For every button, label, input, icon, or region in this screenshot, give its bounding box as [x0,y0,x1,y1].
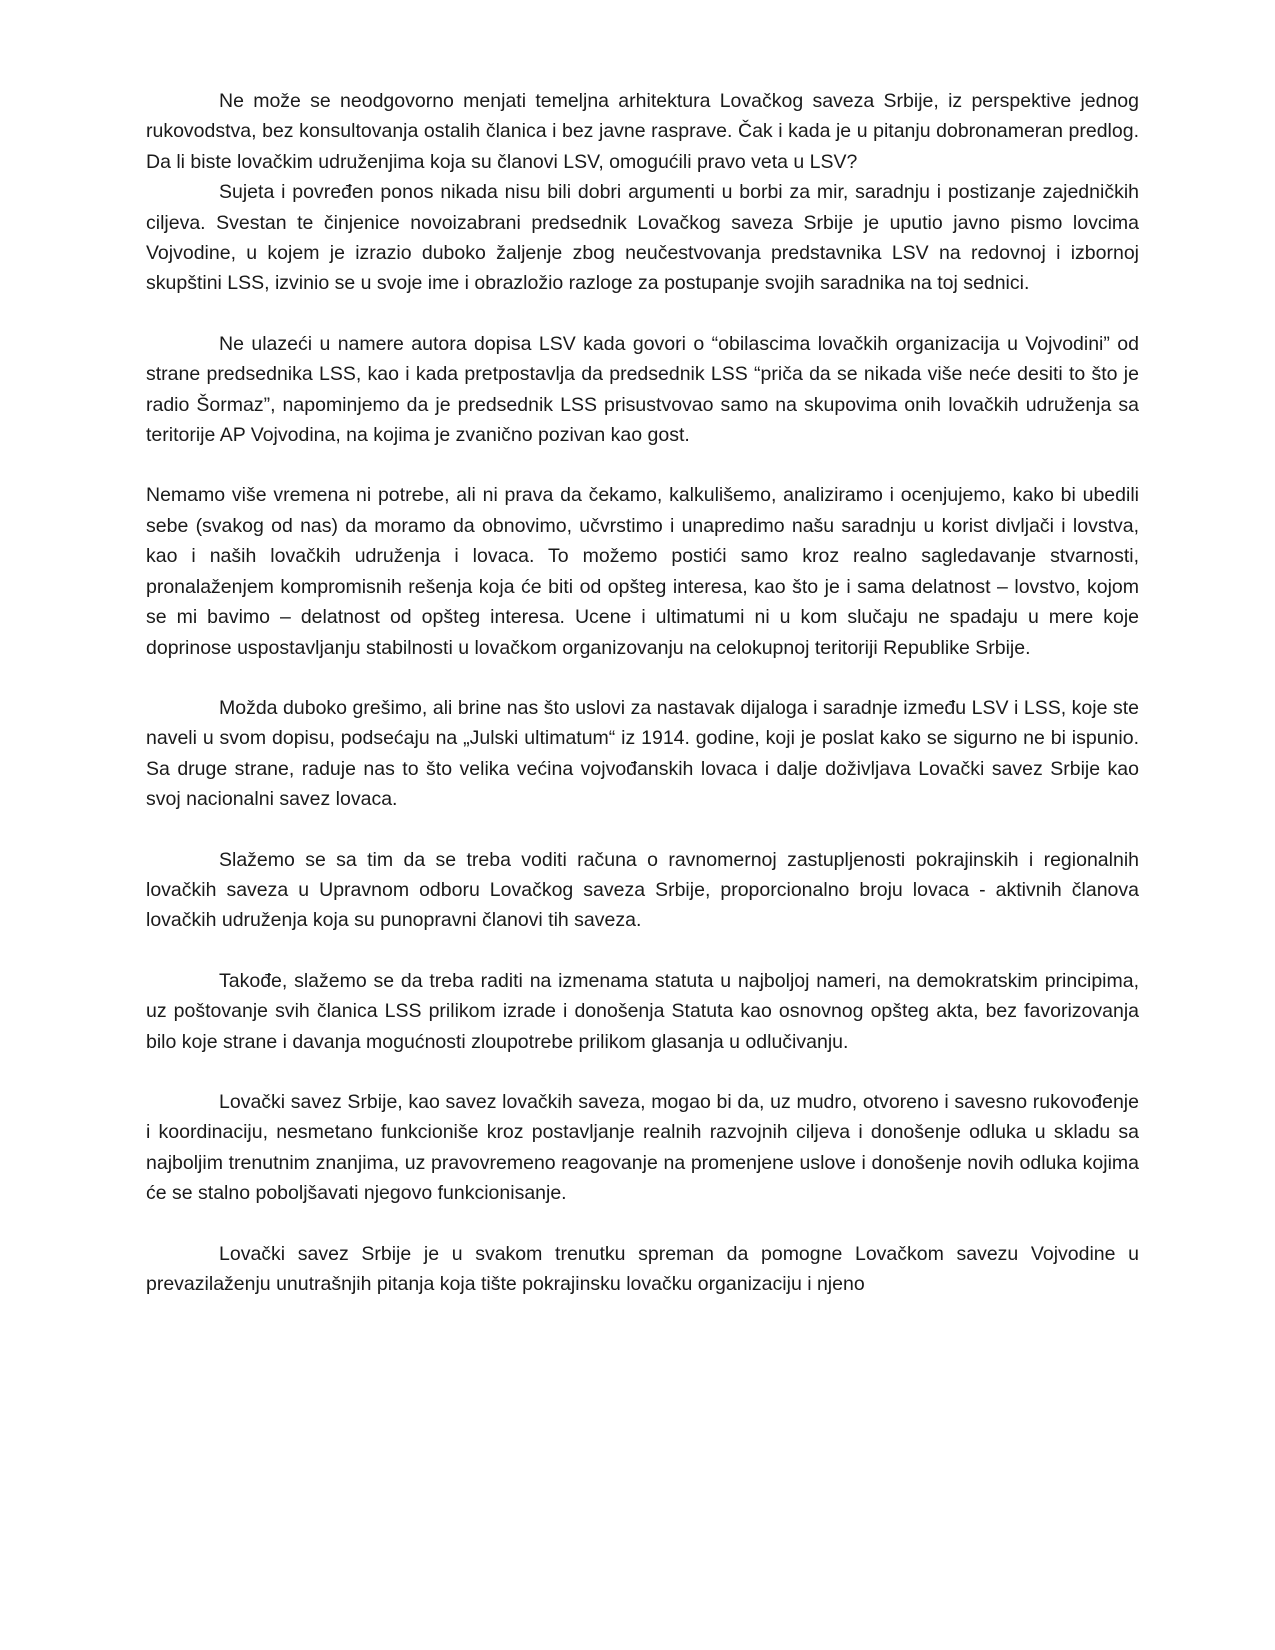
paragraph-1: Ne može se neodgovorno menjati temeljna arhitektura Lovačkog saveza Srbije, iz perspektive jednog rukovodstva, bez konsultovanja ostalih članica i bez javne rasprave. Čak i kada je u pitanju dobronameran predlog. Da li biste lovačkim udruženjima koja su članovi LSV, omogućili pravo veta u LSV? [146,90,1139,173]
document-page [146,86,1139,1299]
paragraph-5: Možda duboko grešimo, ali brine nas što uslovi za nastavak dijaloga i saradnje između LSV i LSS, koje ste naveli u svom dopisu, podsećaju na „Julski ultimatum“ iz 1914. godine, koji je poslat kako se sigurno ne bi ispunio. Sa druge strane, raduje nas to što velika većina vojvođanskih lovaca i dalje doživljava Lovački savez Srbije kao svoj nacionalni savez lovaca. [146,696,1139,811]
paragraph-6: Slažemo se sa tim da se treba voditi računa o ravnomernoj zastupljenosti pokrajinskih i regionalnih lovačkih saveza u Upravnom odboru Lovačkog saveza Srbije, proporcionalno broju lovaca - aktivnih članova lovačkih udruženja koja su punopravni članovi tih saveza. [146,848,1139,932]
paragraph-2: Sujeta i povređen ponos nikada nisu bili dobri argumenti u borbi za mir, saradnju i postizanje zajedničkih ciljeva. Svestan te činjenice novoizabrani predsednik Lovačkog saveza Srbije je uputio javno pismo lovcima Vojvodine, u kojem je izrazio duboko žaljenje zbog neučestvovanja predstavnika LSV na redovnoj i izbornoj skupštini LSS, izvinio se u svoje ime i obrazložio razloge za postupanje svojih saradnika na toj sednici. [146,181,1139,295]
paragraph-7: Takođe, slažemo se da treba raditi na izmenama statuta u najboljoj nameri, na demokratskim principima, uz poštovanje svih članica LSS prilikom izrade i donošenja Statuta kao osnovnog opšteg akta, bez favorizovanja bilo koje strane i davanja mogućnosti zloupotrebe prilikom glasanja u odlučivanju. [146,969,1139,1053]
paragraph-8: Lovački savez Srbije, kao savez lovačkih saveza, mogao bi da, uz mudro, otvoreno i savesno rukovođenje i koordinaciju, nesmetano funkcioniše kroz postavljanje realnih razvojnih ciljeva i donošenje odluka u skladu sa najboljim trenutnim znanjima, uz pravovremeno reagovanje na promenjene uslove i donošenje novih odluka kojima će se stalno poboljšavati njegovo funkcionisanje. [146,1090,1139,1205]
paragraph-9: Lovački savez Srbije je u svakom trenutku spreman da pomogne Lovačkom savezu Vojvodine u prevazilaženju unutrašnjih pitanja koja tište pokrajinsku lovačku organizaciju i njeno [146,1242,1139,1295]
paragraph-3: Ne ulazeći u namere autora dopisa LSV kada govori o “obilascima lovačkih organizacija u Vojvodini” od strane predsednika LSS, kao i kada pretpostavlja da predsednik LSS “priča da se nikada više neće desiti to što je radio Šormaz”, napominjemo da je predsednik LSS prisustvovao samo na skupovima onih lovačkih udruženja sa teritorije AP Vojvodina, na kojima je zvanično pozivan kao gost. [146,332,1139,447]
paragraph-4: Nemamo više vremena ni potrebe, ali ni prava da čekamo, kalkulišemo, analiziramo i ocenjujemo, kako bi ubedili sebe (svakog od nas) da moramo da obnovimo, učvrstimo i unapredimo našu saradnju u korist divljači i lovstva, kao i naših lovačkih udruženja i lovaca. To možemo postići samo kroz realno sagledavanje stvarnosti, pronalaženjem kompromisnih rešenja koja će biti od opšteg interesa, kao što je i sama delatnost – lovstvo, kojom se mi bavimo – delatnost od opšteg interesa. Ucene i ultimatumi ni u kom slučaju ne spadaju u mere koje doprinose uspostavljanju stabilnosti u lovačkom organizovanju na celokupnoj teritoriji Republike Srbije. [146,484,1139,659]
